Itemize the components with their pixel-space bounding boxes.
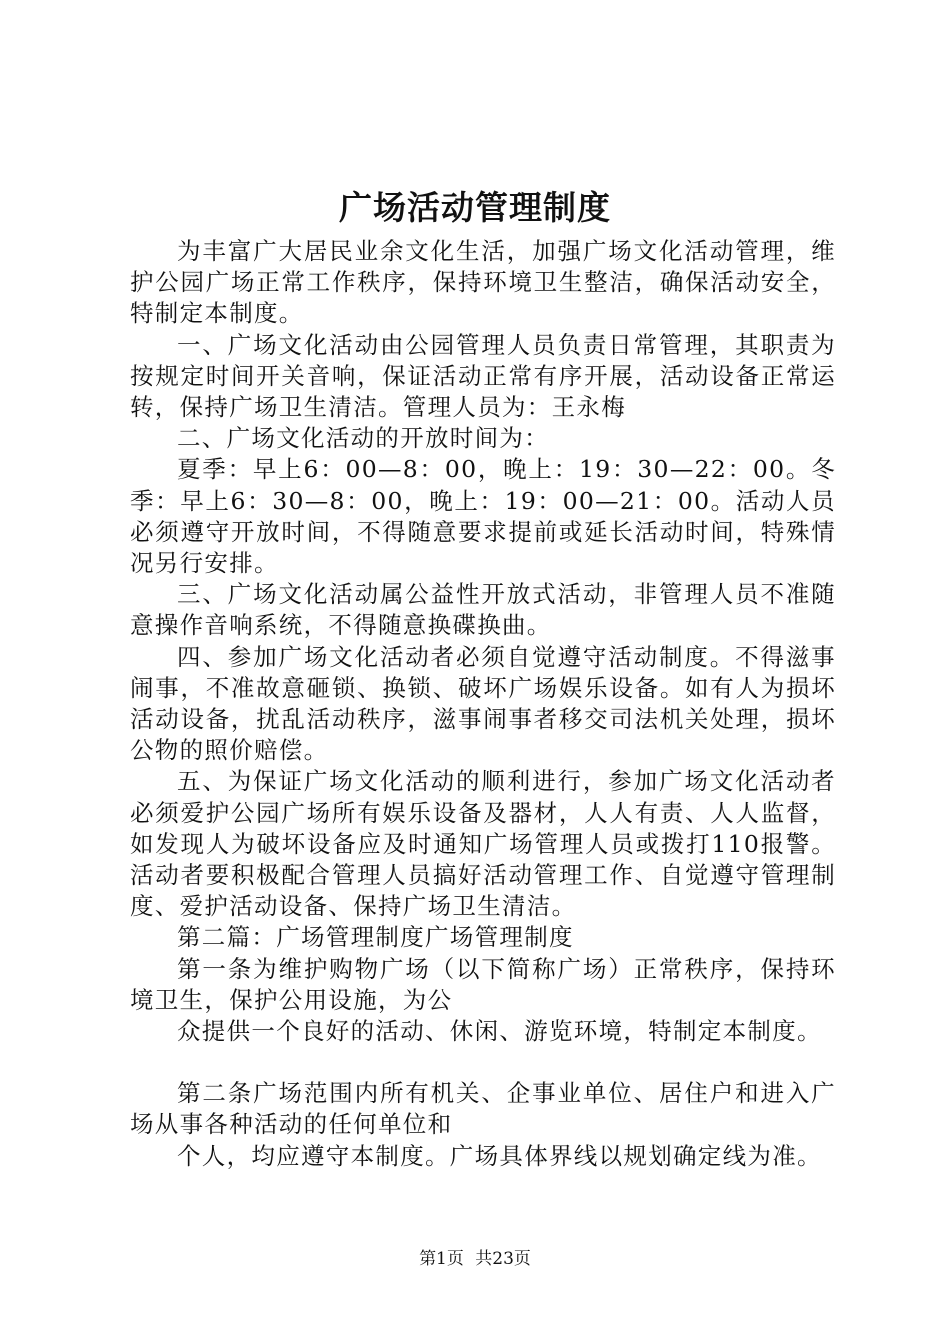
paragraph-section-heading: 第二篇：广场管理制度广场管理制度 (177, 923, 574, 952)
paragraph-article-2: 第二条广场范围内所有机关、企事业单位、居住户和进入广场从事各种活动的任何单位和 (130, 1079, 836, 1139)
paragraph-item-1: 一、广场文化活动由公园管理人员负责日常管理，其职责为按规定时间开关音响，保证活动正常有序开展，活动设备正常运转，保持广场卫生清洁。管理人员为：王永梅 (130, 330, 836, 422)
paragraph-article-1-cont: 众提供一个良好的活动、休闲、游览环境，特制定本制度。 (177, 1017, 822, 1046)
paragraph-item-3: 三、广场文化活动属公益性开放式活动，非管理人员不准随意操作音响系统，不得随意换碟换曲。 (130, 580, 836, 640)
page-total: 共23页 (475, 1249, 531, 1269)
paragraph-article-2-cont: 个人，均应遵守本制度。广场具体界线以规划确定线为准。 (177, 1141, 822, 1170)
page-footer (0, 1244, 950, 1269)
paragraph-article-1: 第一条为维护购物广场（以下简称广场）正常秩序，保持环境卫生，保护公用设施，为公 (130, 954, 836, 1014)
paragraph-item-5: 五、为保证广场文化活动的顺利进行，参加广场文化活动者必须爱护公园广场所有娱乐设备及器材，人人有责、人人监督，如发现人为破坏设备应及时通知广场管理人员或拨打110报警。活动者要积极配合管理人员搞好活动管理工作、自觉遵守管理制度、爱护活动设备、保持广场卫生清洁。 (130, 767, 836, 921)
paragraph-intro: 为丰富广大居民业余文化生活，加强广场文化活动管理，维护公园广场正常工作秩序，保持环境卫生整洁，确保活动安全，特制定本制度。 (130, 237, 836, 328)
paragraph-item-2: 二、广场文化活动的开放时间为： (177, 424, 549, 453)
page-number: 第1页 (419, 1249, 464, 1269)
paragraph-item-4: 四、参加广场文化活动者必须自觉遵守活动制度。不得滋事闹事，不准故意砸锁、换锁、破坏广场娱乐设备。如有人为损坏活动设备，扰乱活动秩序，滋事闹事者移交司法机关处理，损坏公物的照价赔偿。 (130, 642, 836, 765)
paragraph-opening-hours: 夏季：早上6：00—8：00，晚上：19：30—22：00。冬季：早上6：30—8：00，晚上：19：00—21：00。活动人员必须遵守开放时间，不得随意要求提前或延长活动时间，特殊情况另行安排。 (130, 455, 836, 578)
document-body (130, 236, 836, 1172)
document-title: 广场活动管理制度 (339, 188, 611, 227)
